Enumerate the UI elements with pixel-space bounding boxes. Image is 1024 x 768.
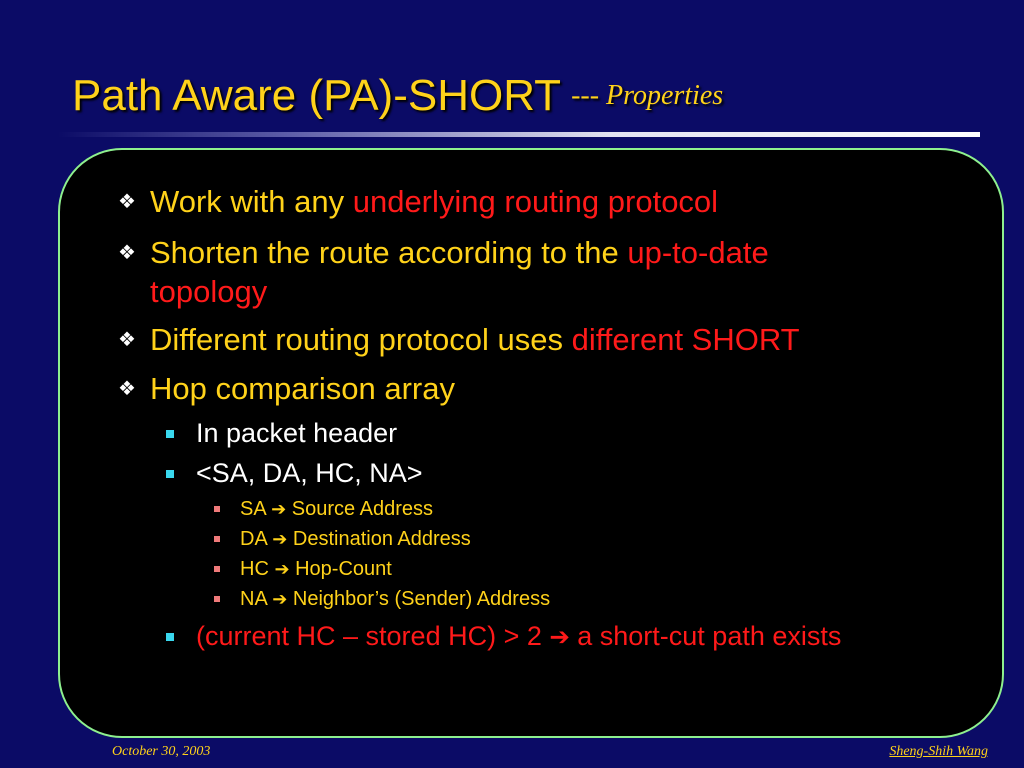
diamond-bullet-icon: ❖ xyxy=(118,329,136,351)
right-arrow-icon: ➔ xyxy=(272,529,288,549)
sub-bullet-fields xyxy=(196,455,423,491)
diamond-bullet-icon: ❖ xyxy=(118,242,136,264)
diamond-bullet-icon: ❖ xyxy=(118,191,136,213)
slide-title-text: Path Aware (PA)-SHORT xyxy=(72,71,562,120)
definition-meaning: Hop-Count xyxy=(295,558,392,580)
bullet-text: Hop comparison array xyxy=(150,371,455,406)
definition-abbr: DA xyxy=(240,528,267,550)
bullet-text: Work with any xyxy=(150,184,353,219)
bullet-different-short xyxy=(118,320,800,360)
sub-bullet-packet-header xyxy=(196,415,397,451)
pink-square-bullet-icon xyxy=(214,506,220,512)
condition-text: (current HC – stored HC) > 2 xyxy=(196,621,542,651)
bullet-hop-comparison xyxy=(118,369,455,409)
footer-author-link[interactable]: Sheng-Shih Wang xyxy=(889,744,988,759)
definition-sa xyxy=(240,496,433,522)
pink-square-bullet-icon xyxy=(214,536,220,542)
bullet-shorten-route-continuation: topology xyxy=(150,274,268,309)
bullet-emphasis: different SHORT xyxy=(571,322,800,357)
sub-bullet-short-cut-condition xyxy=(196,618,841,656)
right-arrow-icon: ➔ xyxy=(274,559,290,579)
diamond-bullet-icon: ❖ xyxy=(118,378,136,400)
bullet-shorten-route xyxy=(118,233,769,273)
right-arrow-icon: ➔ xyxy=(271,499,287,519)
sub-bullet-text: <SA, DA, HC, NA> xyxy=(196,458,423,488)
right-arrow-icon: ➔ xyxy=(549,624,570,651)
bullet-routing-protocol xyxy=(118,182,719,222)
cyan-square-bullet-icon xyxy=(166,633,174,641)
cyan-square-bullet-icon xyxy=(166,430,174,438)
result-text: a short-cut path exists xyxy=(577,621,842,651)
cyan-square-bullet-icon xyxy=(166,470,174,478)
definition-hc xyxy=(240,556,392,582)
definition-meaning: Neighbor’s (Sender) Address xyxy=(292,588,551,610)
slide-subtitle: --- Properties xyxy=(571,80,724,111)
definition-meaning: Destination Address xyxy=(292,528,471,550)
footer-date: October 30, 2003 xyxy=(112,744,211,759)
title-divider xyxy=(58,132,980,137)
pink-square-bullet-icon xyxy=(214,596,220,602)
bullet-text: Shorten the route according to the xyxy=(150,235,628,270)
bullet-emphasis: underlying routing protocol xyxy=(352,184,719,219)
definition-meaning: Source Address xyxy=(291,498,433,520)
definition-abbr: SA xyxy=(240,498,266,520)
sub-bullet-text: In packet header xyxy=(196,418,398,448)
pink-square-bullet-icon xyxy=(214,566,220,572)
definition-abbr: NA xyxy=(240,588,267,610)
definition-da xyxy=(240,526,471,552)
definition-abbr: HC xyxy=(240,558,269,580)
right-arrow-icon: ➔ xyxy=(272,589,288,609)
definition-na xyxy=(240,586,550,612)
bullet-emphasis: up-to-date xyxy=(627,235,769,270)
slide-title xyxy=(72,70,723,122)
bullet-text: Different routing protocol uses xyxy=(150,322,572,357)
